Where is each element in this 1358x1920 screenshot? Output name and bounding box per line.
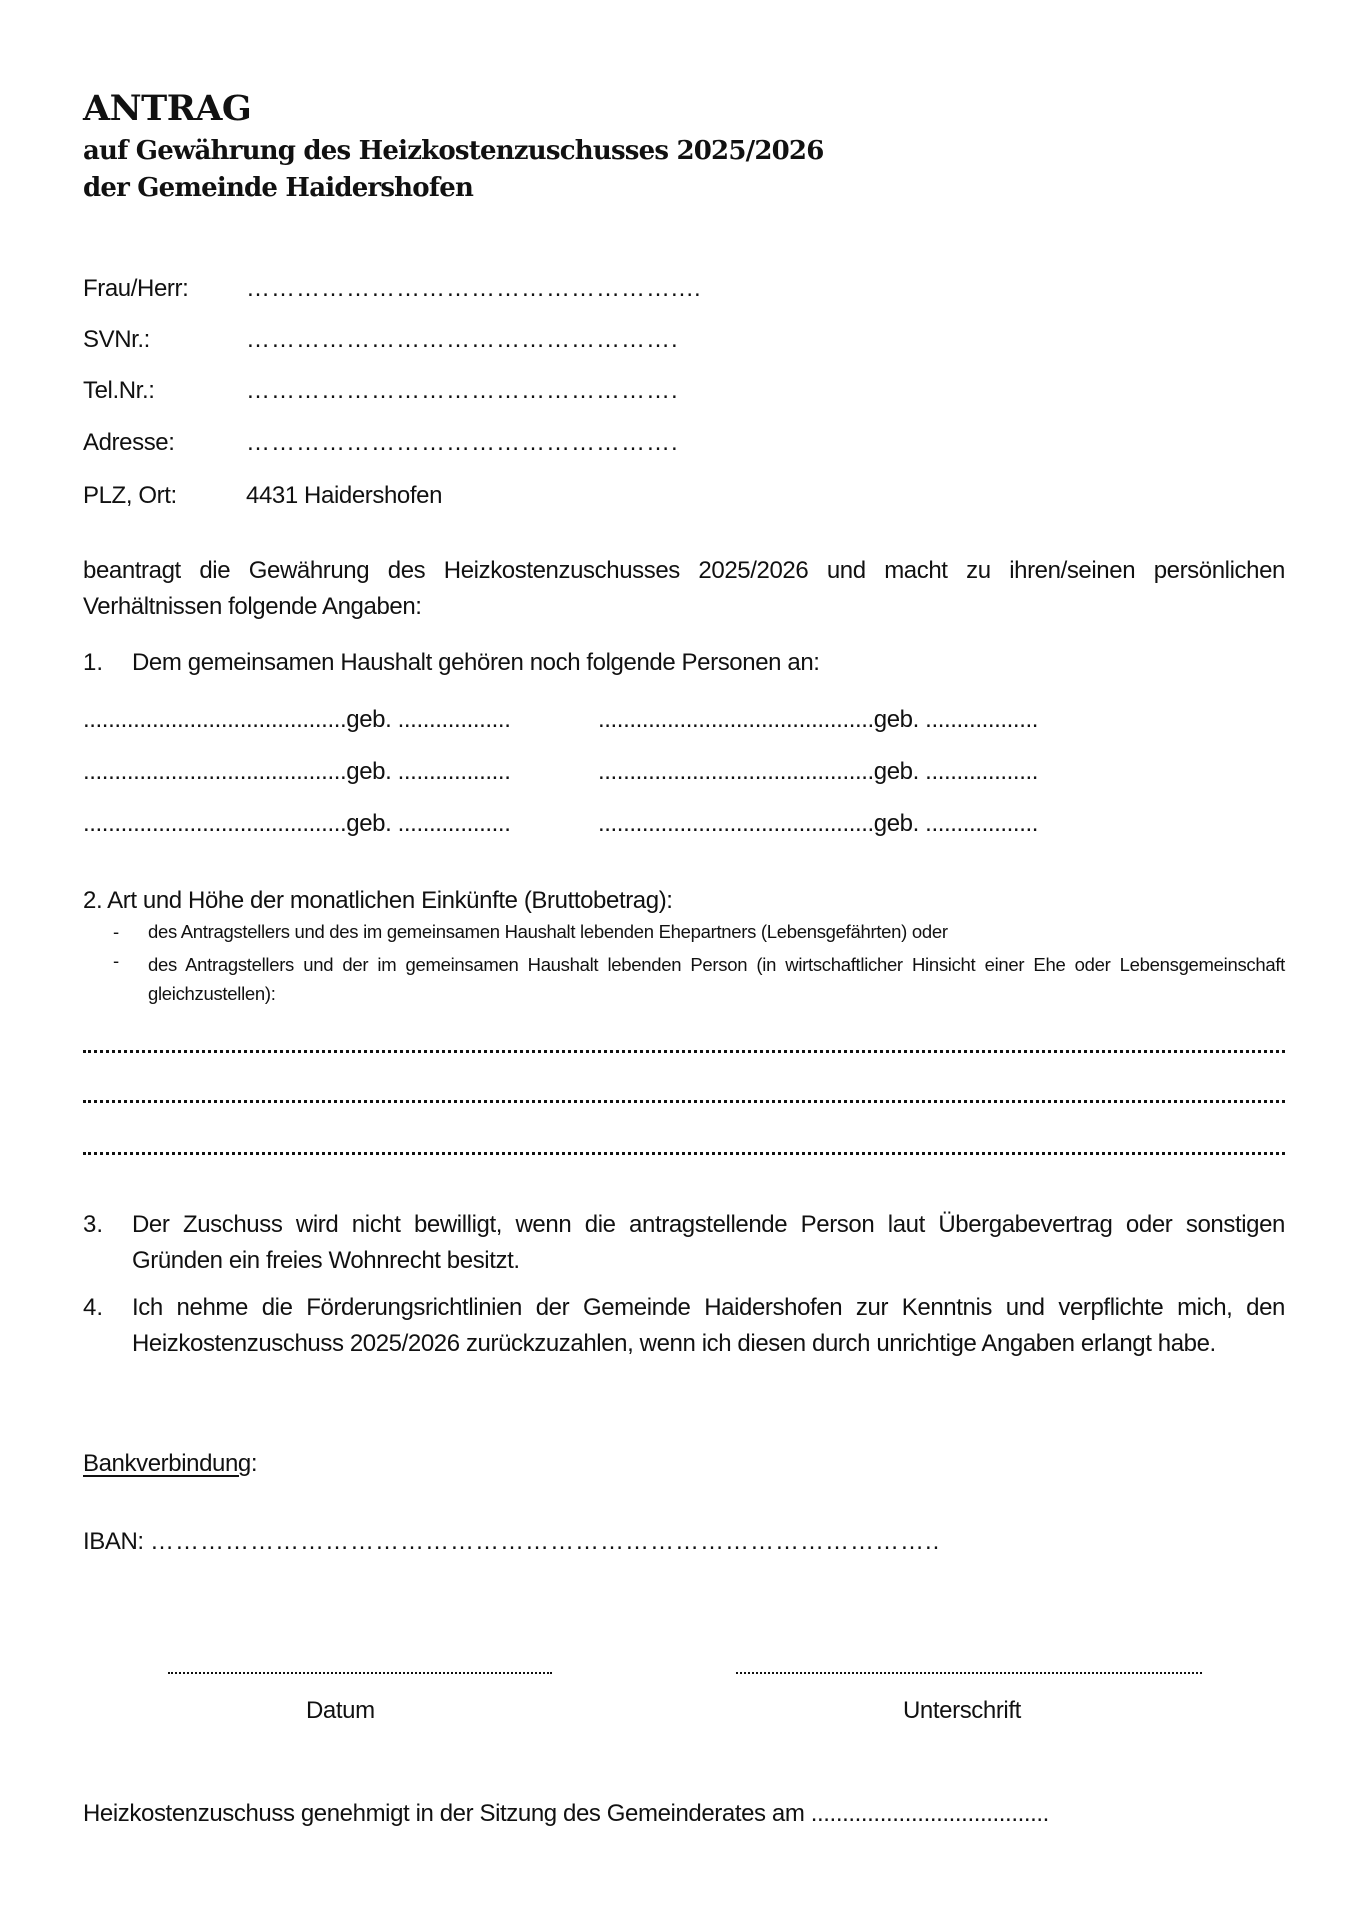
section-4 [83, 1290, 1285, 1362]
field-label-svnr: SVNr.: [83, 326, 150, 353]
form-subtitle-line2: der Gemeinde Haidershofen [83, 173, 474, 203]
household-member-field[interactable]: ............................................geb. .................. [598, 706, 1038, 733]
field-phone-input[interactable]: ……………………………………………. [246, 377, 679, 404]
section-3-number: 3. [83, 1211, 104, 1238]
bank-heading-colon: : [250, 1450, 258, 1477]
household-member-field[interactable]: ............................................geb. .................. [598, 758, 1038, 785]
section-4-number: 4. [83, 1294, 104, 1321]
income-entry-line[interactable] [83, 1152, 1285, 1155]
field-zip-city-value: 4431 Haidershofen [246, 482, 443, 509]
iban-row [83, 1528, 940, 1556]
field-label-zip-city: PLZ, Ort: [83, 482, 177, 509]
section-1-text: Dem gemeinsamen Haushalt gehören noch folgende Personen an: [132, 649, 820, 676]
section-1-number: 1. [83, 649, 104, 676]
approval-text: Heizkostenzuschuss genehmigt in der Sitzung des Gemeinderates am [83, 1800, 805, 1827]
section-4-text: Ich nehme die Förderungsrichtlinien der Gemeinde Haidershofen zur Kenntnis und verpflichte mich, den Heizkostenzuschuss 2025/2026 zurückzuzahlen, wenn ich diesen durch unrichtige Angaben erlangt habe. [132, 1294, 1285, 1357]
income-entry-line[interactable] [83, 1100, 1285, 1103]
household-member-field[interactable]: ............................................geb. .................. [598, 810, 1038, 837]
household-member-field[interactable]: ..........................................geb. .................. [83, 810, 511, 837]
bank-heading-text: Bankverbindung [83, 1450, 251, 1477]
signature-label: Unterschrift [903, 1697, 1021, 1724]
field-label-phone: Tel.Nr.: [83, 377, 155, 404]
section-2-text: Art und Höhe der monatlichen Einkünfte (Bruttobetrag): [107, 887, 673, 914]
household-member-field[interactable]: ..........................................geb. .................. [83, 758, 511, 785]
field-label-name: Frau/Herr: [83, 275, 189, 302]
section-1 [83, 645, 1285, 681]
section-2-heading [83, 887, 673, 915]
section-2-number: 2. [83, 887, 103, 914]
section-2-bullet-2: des Antragstellers und der im gemeinsamen Haushalt lebenden Person (in wirtschaftlicher Hinsicht einer Ehe oder Lebensgemeinschaft gleichzustellen): [148, 954, 1285, 1004]
signature-entry-line[interactable] [736, 1672, 1202, 1674]
field-label-address: Adresse: [83, 429, 175, 456]
section-3 [83, 1207, 1285, 1279]
section-3-text: Der Zuschuss wird nicht bewilligt, wenn die antragstellende Person laut Übergabevertrag oder sonstigen Gründen ein freies Wohnrecht besitzt. [132, 1211, 1285, 1274]
bullet-marker: - [113, 950, 119, 971]
bullet-marker: - [113, 921, 119, 942]
iban-label: IBAN: [83, 1528, 144, 1555]
date-entry-line[interactable] [168, 1672, 552, 1674]
date-label: Datum [306, 1697, 375, 1724]
form-subtitle-line1: auf Gewährung des Heizkostenzuschusses 2025/2026 [83, 136, 824, 166]
household-member-field[interactable]: ..........................................geb. .................. [83, 706, 511, 733]
intro-text: beantragt die Gewährung des Heizkostenzuschusses 2025/2026 und macht zu ihren/seinen persönlichen Verhältnissen folgende Angaben: [83, 557, 1285, 620]
bank-heading [83, 1450, 257, 1478]
approval-row [83, 1800, 1049, 1828]
iban-input[interactable]: ………………………………………………………………………………….. [149, 1528, 941, 1555]
approval-date-input[interactable]: ...................................... [810, 1800, 1049, 1827]
field-address-input[interactable]: ……………………………………………. [246, 429, 679, 456]
section-2-bullet-1: des Antragstellers und des im gemeinsamen Haushalt lebenden Ehepartners (Lebensgefährten) oder [148, 921, 948, 942]
form-title: ANTRAG [83, 88, 252, 129]
income-entry-line[interactable] [83, 1050, 1285, 1053]
field-name-input[interactable]: …………………………………………….... [246, 275, 702, 302]
field-svnr-input[interactable]: ……………………………………………. [246, 326, 679, 353]
